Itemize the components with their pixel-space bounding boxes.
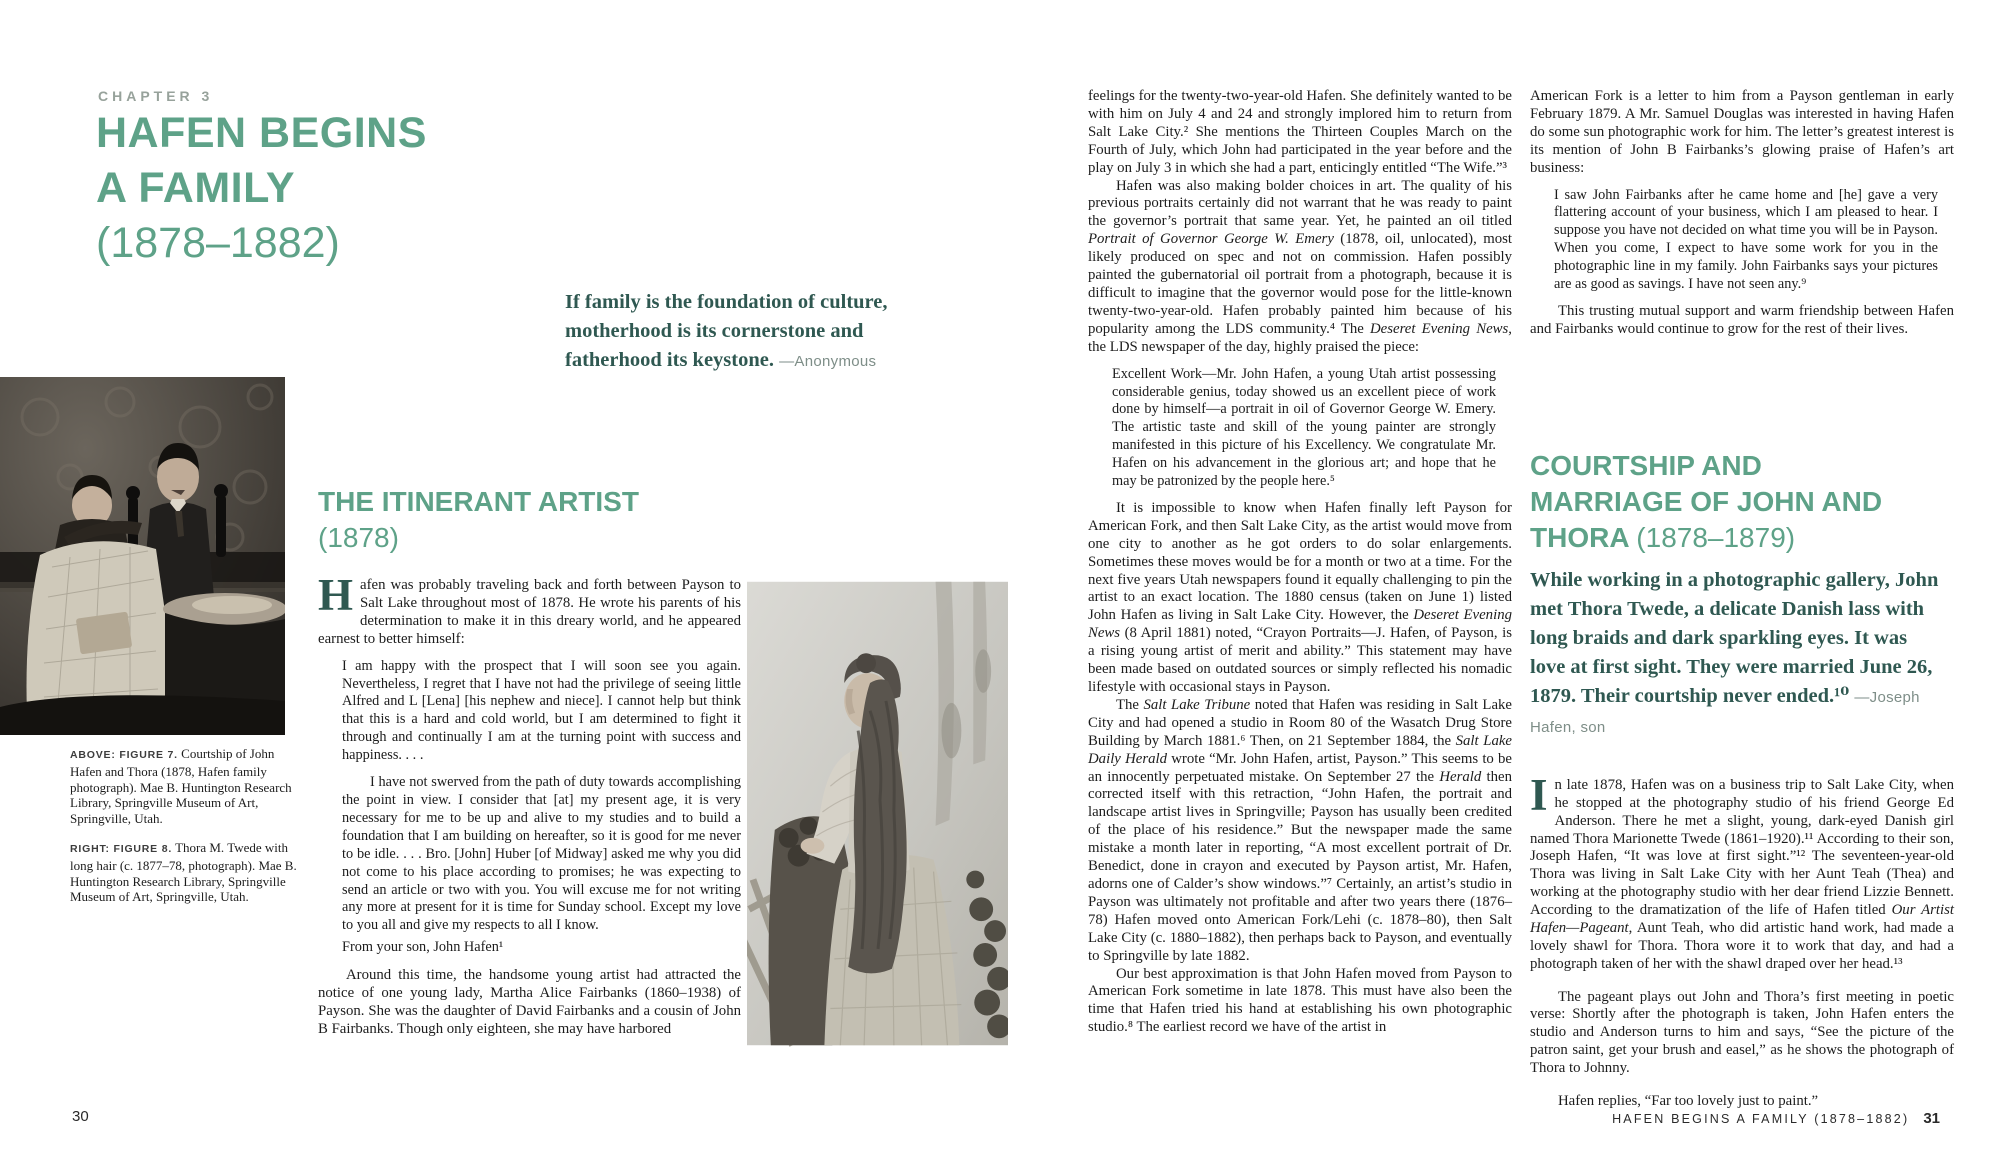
section-heading-years: (1878) [318, 522, 399, 553]
epigraph-attribution: —Anonymous [779, 353, 877, 370]
figure-captions [70, 746, 308, 918]
figure8-caption-text: Thora M. Twede with long hair (c. 1877–78, photograph). Mae B. Huntington Research Library, Springville Museum of Art, Springville, Utah. [70, 839, 297, 905]
section-heading-title: THE ITINERANT ARTIST [318, 486, 639, 517]
figure7-caption [70, 746, 308, 827]
chapter-title-years: (1878–1882) [96, 219, 340, 267]
epigraph [565, 288, 950, 376]
letter-extract-paragraph: I am happy with the prospect that I will soon see you again. Nevertheless, I regret that I have not had the privilege of seeing little Alfred and L [Lena] [his nephew and niece]. I cannot help but think that this is a hard and cold world, but I am determined to fight it through and continually I am at the turning point with success and happiness. . . . [342, 657, 741, 764]
figure7-caption-label: ABOVE: FIGURE 7. [70, 749, 178, 761]
section-heading-line2: MARRIAGE OF JOHN AND [1530, 486, 1883, 517]
body-paragraph: The pageant plays out John and Thora’s first meeting in poetic verse: Shortly after the photograph is taken, John Hafen enters the studio and Anderson turns to him and says, “See the picture of the patron saint, get your brush and easel,” as he shows the photograph of Thora to Johnny. [1530, 988, 1954, 1077]
paragraph-text: afen was probably traveling back and forth between Payson to Salt Lake throughout most of 1878. He wrote his parents of his determination to make it in this dreary world, and he appeared earnest to better himself: [318, 577, 741, 647]
section-heading-years: (1878–1879) [1636, 522, 1796, 553]
section-heading-courtship [1530, 448, 1970, 556]
figure8-photo [747, 580, 1008, 1047]
body-paragraph: The Salt Lake Tribune noted that Hafen was residing in Salt Lake City and had opened a studio in Room 80 of the Wasatch Drug Store Building by March 1881.⁶ Then, on 21 September 1884, the Salt Lake Daily Herald wrote “Mr. John Hafen, artist, Payson.” This seems to be an innocently perpetuated mistake. On September 27 the Herald then corrected itself with this retraction, “John Hafen, the portrait and landscape artist lives in Springville; Payson has usually been credited of the place of his residence.” But the newspaper made the same mistake a month later in reporting, “A most excellent portrait of Dr. Benedict, done in crayon and executed by Payson artist, Mr. Hafen, adorns one of Calder’s show windows.”⁷ Certainly, an artist’s studio in Payson was ultimately not profitable and after two years there (1876–78) Hafen moved onto American Fork/Lehi (c. 1878–80), then Salt Lake City (c. 1880–1882), then perhaps back to Payson, and eventually to Springville by late 1882. [1088, 696, 1512, 964]
section-heading-itinerant-artist [318, 484, 639, 556]
right-running-footer [1612, 1110, 1940, 1127]
letter-extract: I saw John Fairbanks after he came home and [he] gave a very flattering account of your business, which I am pleased to hear. I suppose you have not decided on what time you will be in Payson. When you come, I expect to have some work for you in the photographic line in my family. John Fairbanks says your pictures are as good as savings. I have not seen any.⁹ [1554, 186, 1938, 293]
letter-signoff: From your son, John Hafen¹ [342, 939, 504, 956]
dropcap-I: I [1530, 769, 1548, 820]
chapter-title-line2: A FAMILY [96, 164, 296, 212]
chapter-title-line1: HAFEN BEGINS [96, 109, 427, 157]
body-paragraph: American Fork is a letter to him from a Payson gentleman in early February 1879. A Mr. Samuel Douglas was interested in having Hafen do some sun photographic work for him. The letter’s greatest interest is its mention of John B Fairbanks’s glowing praise of Hafen’s art business: [1530, 88, 1954, 176]
running-title: HAFEN BEGINS A FAMILY (1878–1882) [1612, 1112, 1910, 1126]
figure8-photo-art [747, 580, 1008, 1047]
left-page-body-column [318, 570, 741, 1039]
letter-extract-paragraph: I have not swerved from the path of duty towards accomplishing the point in view. I consider that [at] my present age, it is very necessary for me to be up and alive to my studies and to build a foundation that I am building on hereafter, so it is good for me never to be idle. . . . Bro. [John] Huber [of Midway] asked me why you did not come to his place according to promises; he was expecting to send an article or two with you. You will excuse me for not writing any more at present for it is time for Sunday school. Except my love to you all and give my respects to all I know. [342, 774, 741, 934]
pull-quote [1530, 566, 1942, 742]
figure8-caption-label: RIGHT: FIGURE 8. [70, 842, 173, 855]
figure7-caption-text: Courtship of John Hafen and Thora (1878, Hafen family photograph). Mae B. Huntington Research Library, Springville Museum of Art, Springville, Utah. [70, 746, 292, 827]
right-text-column-bottom [1530, 762, 1954, 1126]
epigraph-text: If family is the foundation of culture, motherhood is its cornerstone and fatherhood its keystone. [565, 291, 888, 371]
chapter-title [96, 106, 427, 271]
body-paragraph: Around this time, the handsome young artist had attracted the notice of one young lady, Martha Alice Fairbanks (1860–1938) of Payson. She was the daughter of David Fairbanks and a cousin of John B Fairbanks. Though only eighteen, she may have harbored [318, 967, 741, 1037]
body-paragraph: This trusting mutual support and warm friendship between Hafen and Fairbanks would continue to grow for the rest of their lives. [1530, 302, 1954, 337]
chapter-kicker: CHAPTER 3 [98, 88, 214, 104]
section-heading-line1: COURTSHIP AND [1530, 450, 1762, 481]
body-paragraph: It is impossible to know when Hafen finally left Payson for American Fork, and then Salt Lake City, as the artist would move from one city to another as he got orders to do solar enlargements. Sometimes these moves would be for a month or two at a time. For the next five years Utah newspapers found it equally challenging to pin the artist to an exact location. The 1880 census (taken on June 1) listed John Hafen as living in Salt Lake City. However, the Deseret Evening News (8 April 1881) noted, “Crayon Portraits—J. Hafen, of Payson, is a rising young artist of merit and ability.” This statement may have been made based on outdated sources or simply reflected his nomadic lifestyle with occasional stays in Payson. [1088, 499, 1512, 695]
section-heading-thora: THORA [1530, 522, 1629, 553]
pull-quote-attribution: —Joseph Hafen, son [1530, 689, 1920, 736]
figure7-photo-art [0, 377, 285, 735]
body-paragraph: Hafen was also making bolder choices in art. The quality of his previous portraits certainly did not warrant that he was ready to paint the governor’s portrait that same year. Yet, he painted an oil titled Portrait of Governor George W. Emery (1878, oil, unlocated), most likely produced on spec and not on commission. Hafen possibly painted the gubernatorial oil portrait from a photograph, because it is difficult to imagine that the governor would pose for the little-known twenty-two-year-old. Hafen probably painted him because of his popularity among the LDS community.⁴ The Deseret Evening News, the LDS newspaper of the day, highly praised the piece: [1088, 177, 1512, 355]
body-paragraph: Hafen replies, “Far too lovely just to paint.” [1558, 1092, 1819, 1109]
right-page-number: 31 [1923, 1110, 1940, 1127]
figure8-caption [70, 840, 308, 905]
left-page-number: 30 [72, 1108, 89, 1125]
pull-quote-text: While working in a photographic gallery, John met Thora Twede, a delicate Danish lass with long braids and dark sparkling eyes. It was love at first sight. They were married June 26, 1879. Their courtship never ended.¹⁰ [1530, 569, 1939, 707]
paragraph-text: n late 1878, Hafen was on a business trip to Salt Lake City, when he stopped at the photography studio of his friend George Ed Anderson. There he met a slight, young, dark-eyed Danish girl named Thora Marionette Twede (1861–1920).¹¹ According to their son, Joseph Hafen, “It was love at first sight.”¹² The seventeen-year-old Thora was living in Salt Lake City with her Aunt Teah (Thea) and working at the photography studio with her dear friend Lizzie Bennett. According to the dramatization of the life of Hafen titled Our Artist Hafen—Pageant, Aunt Teah, who did artistic hand work, had made a lovely shawl for Thora. Thora wore it to work that day, and had a photograph taken of her with the shawl draped over her head.¹³ [1530, 776, 1954, 972]
right-text-column-top [1530, 88, 1954, 339]
body-paragraph [1530, 769, 1954, 974]
figure7-photo [0, 377, 285, 735]
news-extract: Excellent Work—Mr. John Hafen, a young Utah artist possessing considerable genius, today showed us an excellent piece of work done by himself—a portrait in oil of Governor George W. Emery. The artistic taste and skill of the young painter are strongly manifested in this picture of his Excellency. We congratulate Mr. Hafen on his advancement in the glorious art; and hope that he may be patronized by the people here.⁵ [1112, 365, 1496, 490]
dropcap-H: H [318, 570, 354, 620]
body-paragraph [318, 570, 741, 649]
middle-text-column [1088, 88, 1512, 1037]
body-paragraph: feelings for the twenty-two-year-old Hafen. She definitely wanted to be with him on July 4 and 24 and strongly implored him to return from Salt Lake City.² She mentions the Thirteen Couples March on the Fourth of July, which John had participated in the year before and the play on July 3 in which she had a part, enticingly entitled “The Wife.”³ [1088, 88, 1512, 176]
body-paragraph: Our best approximation is that John Hafen moved from Payson to American Fork sometime in late 1878. This must have also been the time that Hafen tried his hand at establishing his own photographic studio.⁸ The earliest record we have of the artist in [1088, 965, 1512, 1036]
section-heading-line3 [1530, 520, 1970, 556]
